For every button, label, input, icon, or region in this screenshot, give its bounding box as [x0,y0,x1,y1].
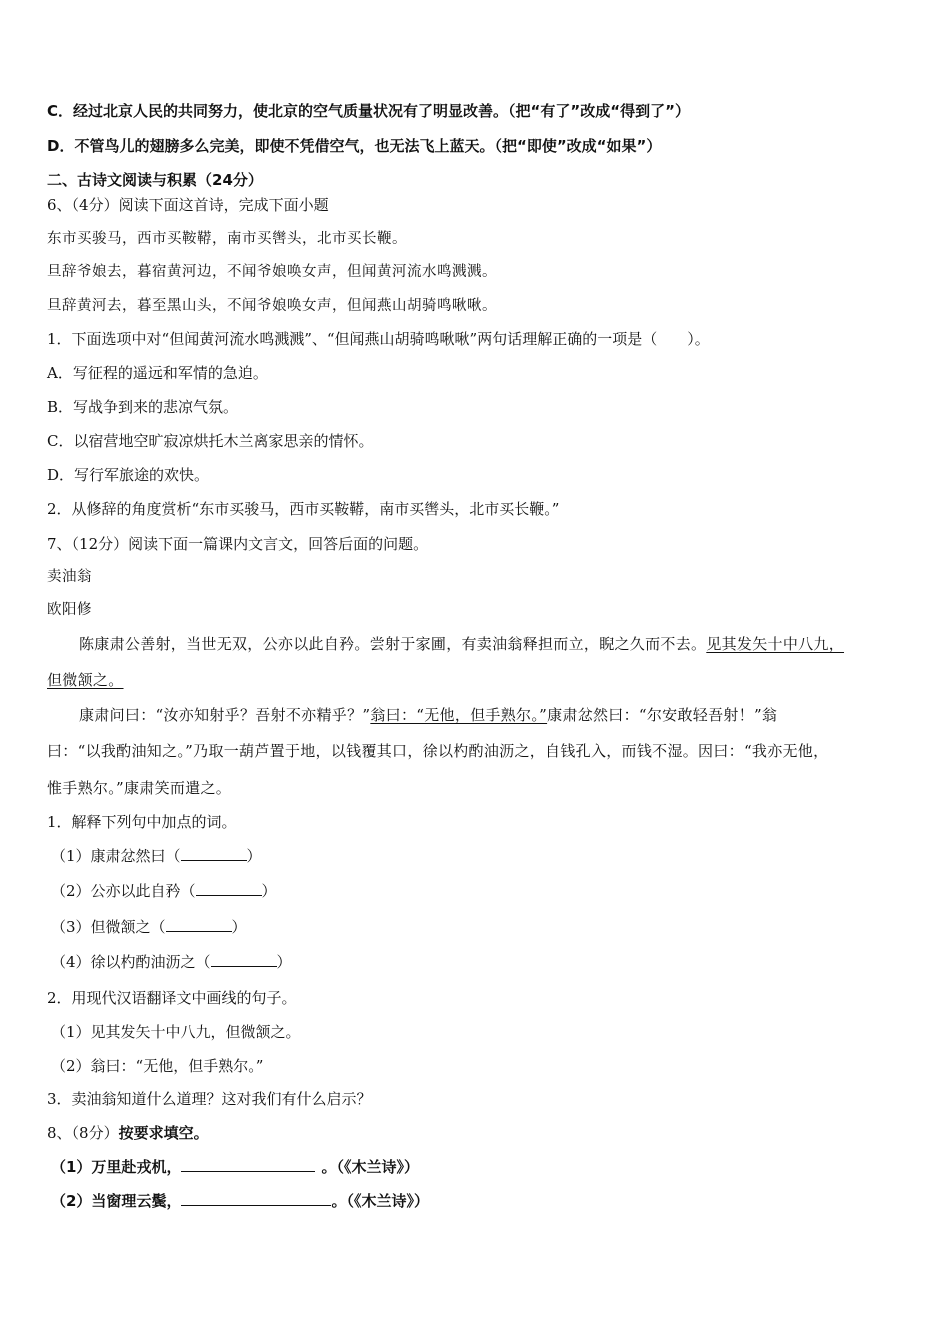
word-item-1 [51,846,262,866]
p1-underlined-b: 但微颔之。 [47,671,124,689]
option-c-top: C．经过北京人民的共同努力，使北京的空气质量状况有了明显改善。（把“有了”改成“得到了”） [47,102,690,120]
q8-line-1 [51,1157,419,1177]
q8-line-2-text: （2）当窗理云鬓， [51,1192,182,1210]
q8-line-1-source: 。（《木兰诗》） [321,1158,419,1176]
answer-blank[interactable] [181,1191,331,1206]
passage-p1-line2 [47,670,124,690]
word-item-4-text: （4）徐以杓酌油沥之（ [51,953,211,971]
q8-line-2 [51,1191,429,1211]
poem-line-3: 旦辞黄河去，暮至黑山头，不闻爷娘唤女声，但闻燕山胡骑鸣啾啾。 [47,298,497,314]
p2-text-a: 康肃问曰：“汝亦知射乎？吾射不亦精乎？” [79,706,371,724]
poem-line-1: 东市买骏马，西市买鞍鞯，南市买辔头，北市买长鞭。 [47,231,407,247]
passage-p2-line1 [79,705,777,725]
close-paren: ） [261,882,277,900]
word-item-2 [51,881,277,901]
close-paren: ） [276,953,292,971]
q8-line-1-text: （1）万里赴戎机， [51,1158,182,1176]
p2-text-b: 康肃忿然曰：“尔安敢轻吾射！”翁 [547,706,778,724]
passage-p1-line1 [79,634,844,654]
passage-title: 卖油翁 [47,569,92,585]
word-item-3-text: （3）但微颔之（ [51,918,166,936]
q8-stem [47,1123,209,1143]
p1-underlined-a: 见其发矢十中八九， [706,635,845,653]
section-heading: 二、古诗文阅读与积累（24分） [47,171,263,189]
q6-sub2: 2．从修辞的角度赏析“东市买骏马，西市买鞍鞯，南市买辔头，北市买长鞭。” [47,500,560,518]
close-paren: ） [246,847,262,865]
translate-item-2: （2）翁曰：“无他，但手熟尔。” [51,1057,264,1075]
word-item-3 [51,917,247,937]
q6-option-b: B．写战争到来的悲凉气氛。 [47,398,239,416]
passage-p2-line3: 惟手熟尔。”康肃笑而遣之。 [47,779,232,797]
word-item-4 [51,952,292,972]
answer-blank[interactable] [181,1157,315,1172]
p1-text: 陈康肃公善射，当世无双，公亦以此自矜。尝射于家圃，有卖油翁释担而立，睨之久而不去。 [79,635,707,653]
passage-p2-line2: 曰：“以我酌油知之。”乃取一葫芦置于地，以钱覆其口，徐以杓酌油沥之，自钱孔入，而钱不湿。因曰：“我亦无他， [47,742,829,760]
q6-option-a: A．写征程的遥远和军情的急迫。 [47,364,268,382]
answer-blank[interactable] [166,917,232,932]
q8-line-2-source: 。（《木兰诗》） [331,1192,429,1210]
p2-underlined: 翁曰：“无他，但手熟尔。” [370,706,548,724]
q7-sub3: 3．卖油翁知道什么道理？这对我们有什么启示？ [47,1090,372,1108]
q7-sub2: 2．用现代汉语翻译文中画线的句子。 [47,989,297,1007]
translate-item-1: （1）见其发矢十中八九，但微颔之。 [51,1023,301,1041]
option-d-top: D．不管鸟儿的翅膀多么完美，即使不凭借空气，也无法飞上蓝天。（把“即使”改成“如果”） [47,137,662,155]
word-item-2-text: （2）公亦以此自矜（ [51,882,196,900]
q7-stem: 7、（12分）阅读下面一篇课内文言文，回答后面的问题。 [47,535,429,553]
answer-blank[interactable] [181,846,247,861]
answer-blank[interactable] [211,952,277,967]
q6-stem: 6、（4分）阅读下面这首诗，完成下面小题 [47,196,329,214]
answer-blank[interactable] [196,881,262,896]
q6-sub1: 1．下面选项中对“但闻黄河流水鸣溅溅”、“但闻燕山胡骑鸣啾啾”两句话理解正确的一项是（ ）。 [47,330,710,348]
q8-stem-score: 8、（8分） [47,1124,119,1142]
q6-option-d: D．写行军旅途的欢快。 [47,466,210,484]
q7-sub1: 1．解释下列句中加点的词。 [47,813,237,831]
passage-author: 欧阳修 [47,602,92,618]
q6-option-c: C．以宿营地空旷寂凉烘托木兰离家思亲的情怀。 [47,432,374,450]
poem-line-2: 旦辞爷娘去，暮宿黄河边，不闻爷娘唤女声，但闻黄河流水鸣溅溅。 [47,264,497,280]
word-item-1-text: （1）康肃忿然曰（ [51,847,181,865]
close-paren: ） [231,918,247,936]
q8-stem-instruction: 按要求填空。 [118,1124,209,1142]
